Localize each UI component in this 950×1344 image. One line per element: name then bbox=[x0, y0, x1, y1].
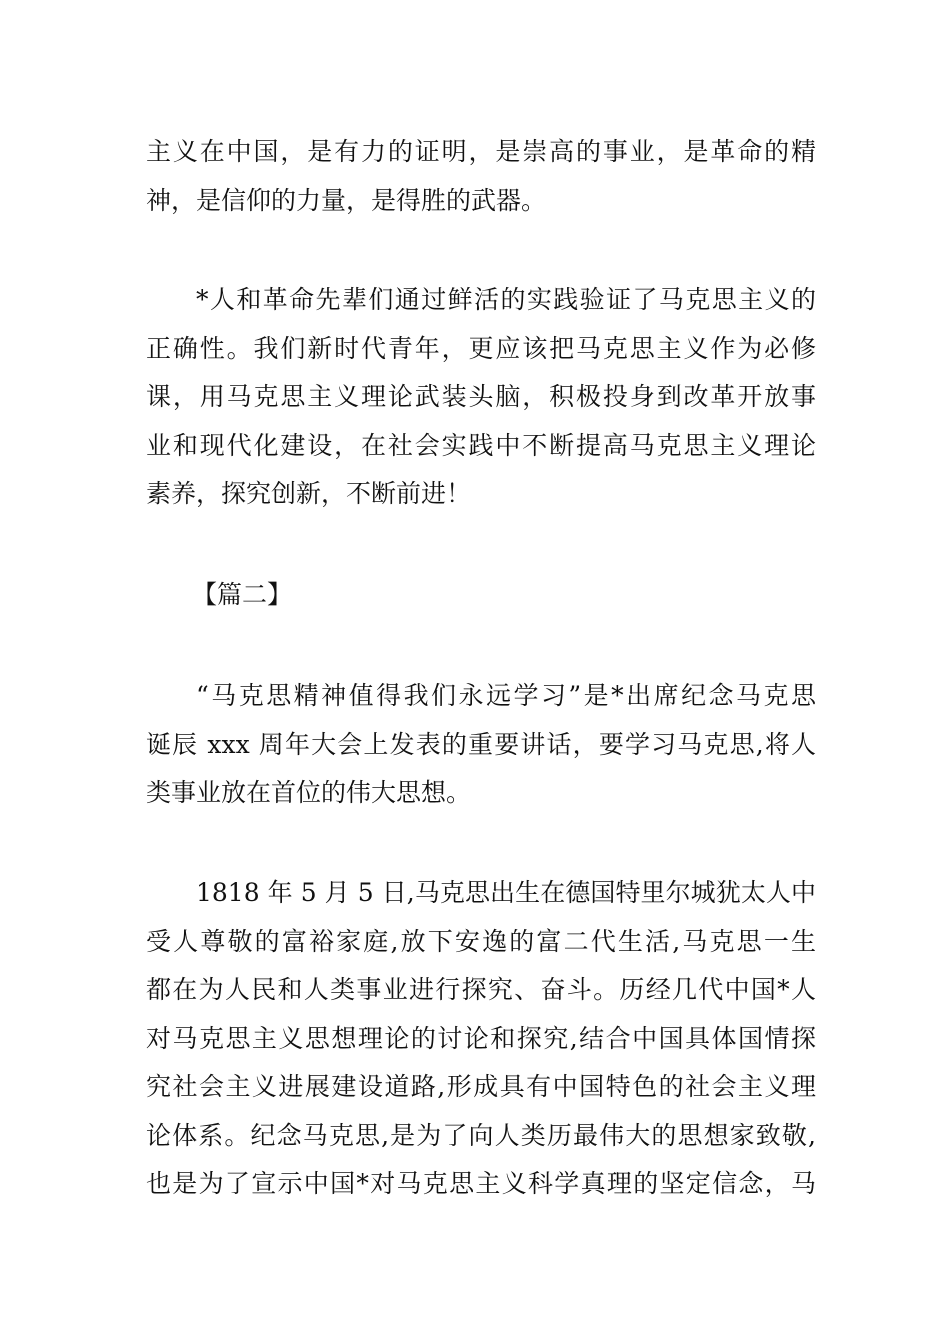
paragraph-line: 业和现代化建设，在社会实践中不断提高马克思主义理论 bbox=[146, 430, 816, 460]
paragraph-line: 论体系。纪念马克思,是为了向人类历最伟大的思想家致敬, bbox=[146, 1120, 816, 1150]
paragraph-line: 课，用马克思主义理论武装头脑，积极投身到改革开放事 bbox=[146, 382, 816, 411]
paragraph-line: 1818 年 5 月 5 日,马克思出生在德国特里尔城犹太人中 bbox=[196, 878, 816, 907]
paragraph-3 bbox=[146, 672, 816, 818]
paragraph-line: 受人尊敬的富裕家庭,放下安逸的富二代生活,马克思一生 bbox=[146, 926, 816, 956]
paragraph-line: 神，是信仰的力量，是得胜的武器。 bbox=[146, 185, 547, 215]
paragraph-line: 都在为人民和人类事业进行探究、奋斗。历经几代中国*人 bbox=[146, 975, 816, 1004]
paragraph-4 bbox=[146, 869, 816, 1209]
paragraph-line: 类事业放在首位的伟大思想。 bbox=[146, 778, 472, 807]
paragraph-line: *人和革命先辈们通过鲜活的实践验证了马克思主义的 bbox=[196, 285, 816, 314]
paragraph-2 bbox=[146, 276, 816, 519]
paragraph-line: 诞辰 xxx 周年大会上发表的重要讲话，要学习马克思,将人 bbox=[146, 729, 816, 759]
section-heading bbox=[146, 571, 816, 620]
paragraph-line: 对马克思主义思想理论的讨论和探究,结合中国具体国情探 bbox=[146, 1023, 816, 1053]
paragraph-line: 也是为了宣示中国*对马克思主义科学真理的坚定信念，马 bbox=[146, 1169, 816, 1198]
paragraph-line: 究社会主义进展建设道路,形成具有中国特色的社会主义理 bbox=[146, 1072, 816, 1101]
paragraph-line: 素养，探究创新，不断前进！ bbox=[146, 479, 472, 508]
paragraph-1 bbox=[146, 128, 816, 225]
paragraph-line: 正确性。我们新时代青年，更应该把马克思主义作为必修 bbox=[146, 333, 816, 363]
section-heading-text: 【篇二】 bbox=[192, 580, 293, 609]
paragraph-line: 主义在中国，是有力的证明，是崇高的事业，是革命的精 bbox=[146, 137, 816, 166]
paragraph-line: “马克思精神值得我们永远学习”是*出席纪念马克思 bbox=[196, 681, 816, 710]
